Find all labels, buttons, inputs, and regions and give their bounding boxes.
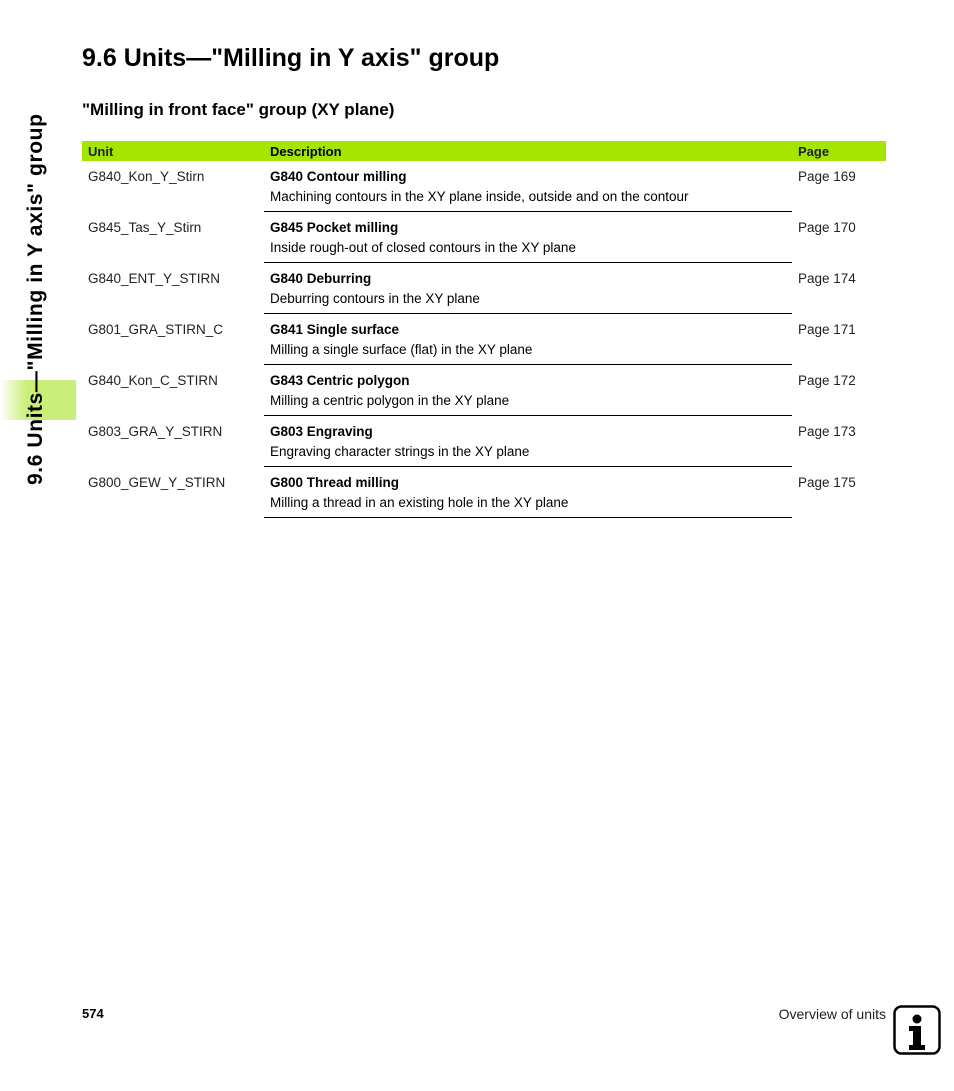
unit-description: Milling a centric polygon in the XY plane	[264, 391, 792, 416]
page-reference[interactable]: Page 175	[798, 474, 856, 490]
header-description: Description	[264, 141, 792, 161]
unit-name: G840_Kon_Y_Stirn	[88, 169, 205, 184]
table-row	[82, 161, 886, 187]
unit-title: G840 Contour milling	[270, 169, 407, 184]
table-row	[82, 365, 886, 392]
unit-name: G840_ENT_Y_STIRN	[88, 270, 221, 286]
page-reference[interactable]: Page 169	[798, 169, 856, 184]
page-number: 574	[82, 1006, 104, 1021]
table-row	[82, 416, 886, 443]
table-header-row	[82, 141, 886, 161]
unit-title: G803 Engraving	[270, 424, 373, 439]
footer-section-title: Overview of units	[778, 1006, 886, 1022]
unit-title: G845 Pocket milling	[270, 220, 399, 235]
info-icon[interactable]	[893, 1005, 941, 1055]
page-title: 9.6 Units—"Milling in Y axis" group	[82, 44, 500, 72]
units-table	[82, 141, 886, 518]
unit-title: G840 Deburring	[270, 271, 372, 286]
unit-title: G800 Thread milling	[270, 475, 400, 490]
section-subtitle: "Milling in front face" group (XY plane)	[82, 100, 395, 119]
unit-name: G803_GRA_Y_STIRN	[88, 423, 223, 439]
unit-description: Inside rough-out of closed contours in the XY plane	[264, 238, 792, 263]
unit-title: G841 Single surface	[270, 322, 400, 337]
side-section-label: 9.6 Units—"Milling in Y axis" group	[24, 113, 47, 485]
page-reference[interactable]: Page 172	[798, 372, 856, 388]
table-row	[82, 263, 886, 290]
page-reference[interactable]: Page 173	[798, 423, 856, 439]
table-body	[82, 161, 886, 518]
page-reference[interactable]: Page 170	[798, 219, 856, 235]
unit-description: Engraving character strings in the XY plane	[264, 442, 792, 467]
unit-name: G840_Kon_C_STIRN	[88, 372, 218, 388]
unit-name: G800_GEW_Y_STIRN	[88, 474, 226, 490]
unit-description: Milling a single surface (flat) in the XY plane	[264, 340, 792, 365]
page-reference[interactable]: Page 174	[798, 270, 856, 286]
unit-name: G845_Tas_Y_Stirn	[88, 219, 202, 235]
header-page: Page	[792, 141, 886, 161]
table-row	[82, 467, 886, 494]
unit-title: G843 Centric polygon	[270, 373, 410, 388]
table-row	[82, 212, 886, 239]
header-unit: Unit	[82, 141, 264, 161]
unit-description: Milling a thread in an existing hole in the XY plane	[264, 493, 792, 518]
unit-description: Deburring contours in the XY plane	[264, 289, 792, 314]
unit-name: G801_GRA_STIRN_C	[88, 321, 224, 337]
table-row	[82, 314, 886, 341]
unit-description: Machining contours in the XY plane inside, outside and on the contour	[264, 187, 792, 212]
page-reference[interactable]: Page 171	[798, 321, 856, 337]
